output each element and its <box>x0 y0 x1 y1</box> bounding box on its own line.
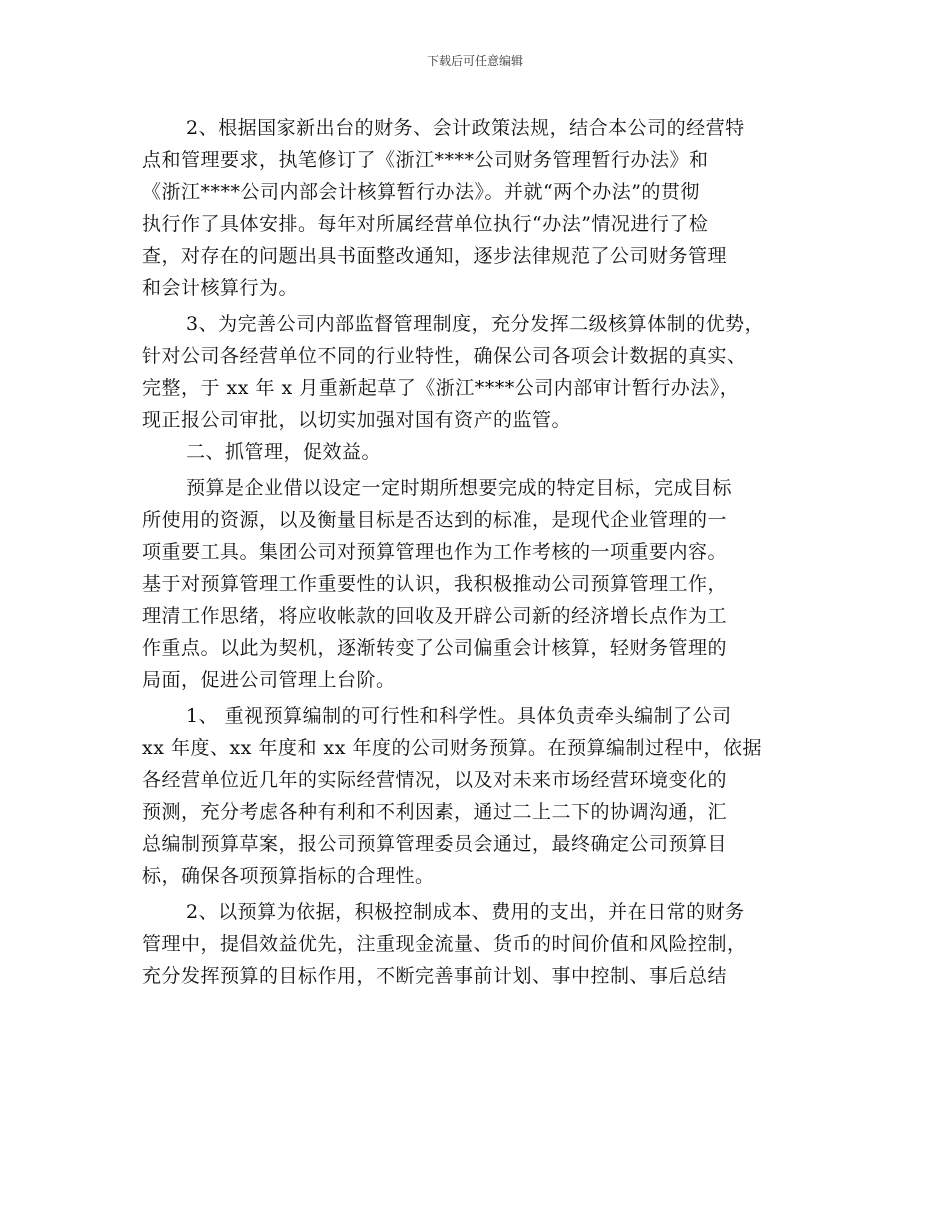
text-line: xx 年度、xx 年度和 xx 年度的公司财务预算。在预算编制过程中，依据 <box>142 737 762 759</box>
text-line: 作重点。以此为契机，逐渐转变了公司偏重会计核算，轻财务管理的 <box>142 637 728 659</box>
text-line: 所使用的资源，以及衡量目标是否达到的标准，是现代企业管理的一 <box>142 509 728 531</box>
paragraph-budget-preparation <box>142 700 814 892</box>
text-line: 局面，促进公司管理上台阶。 <box>142 669 396 691</box>
text-line: 执行作了具体安排。每年对所属经营单位执行“办法”情况进行了检 <box>142 213 709 235</box>
text-line: 《浙江****公司内部会计核算暂行办法》。并就“两个办法”的贯彻 <box>142 181 700 203</box>
document-body <box>142 112 814 992</box>
text-line: 项重要工具。集团公司对预算管理也作为工作考核的一项重要内容。 <box>142 541 728 563</box>
text-line: 现正报公司审批，以切实加强对国有资产的监管。 <box>142 409 572 431</box>
text-line: 2、根据国家新出台的财务、会计政策法规，结合本公司的经营特 <box>186 117 745 139</box>
text-line: 管理中，提倡效益优先，注重现金流量、货币的时间价值和风险控制， <box>142 933 747 955</box>
text-line: 预测，充分考虑各种有利和不利因素，通过二上二下的协调沟通，汇 <box>142 801 728 823</box>
text-line: 1、 重视预算编制的可行性和科学性。具体负责牵头编制了公司 <box>186 705 732 727</box>
section-heading <box>142 436 814 468</box>
text-line: 2、以预算为依据，积极控制成本、费用的支出，并在日常的财务 <box>186 901 745 923</box>
text-line: 二、抓管理，促效益。 <box>186 441 382 463</box>
text-line: 3、为完善公司内部监督管理制度，充分发挥二级核算体制的优势， <box>186 313 765 335</box>
paragraph-finance-regulations <box>142 112 814 304</box>
text-line: 点和管理要求，执笔修订了《浙江****公司财务管理暂行办法》和 <box>142 149 709 171</box>
text-line: 查，对存在的问题出具书面整改通知，逐步法律规范了公司财务管理 <box>142 245 728 267</box>
paragraph-budget-intro <box>142 472 814 696</box>
text-line: 标，确保各项预算指标的合理性。 <box>142 865 435 887</box>
text-line: 基于对预算管理工作重要性的认识，我积极推动公司预算管理工作， <box>142 573 728 595</box>
text-line: 理清工作思绪，将应收帐款的回收及开辟公司新的经济增长点作为工 <box>142 605 728 627</box>
text-line: 总编制预算草案，报公司预算管理委员会通过，最终确定公司预算目 <box>142 833 728 855</box>
text-line: 完整，于 xx 年 x 月重新起草了《浙江****公司内部审计暂行办法》， <box>142 377 740 399</box>
text-line: 充分发挥预算的目标作用，不断完善事前计划、事中控制、事后总结 <box>142 965 728 987</box>
paragraph-internal-audit <box>142 308 814 436</box>
header-note: 下载后可任意编辑 <box>426 54 523 68</box>
text-line: 针对公司各经营单位不同的行业特性，确保公司各项会计数据的真实、 <box>142 345 747 367</box>
paragraph-cost-control <box>142 896 814 992</box>
text-line: 各经营单位近几年的实际经营情况，以及对未来市场经营环境变化的 <box>142 769 728 791</box>
text-line: 预算是企业借以设定一定时期所想要完成的特定目标，完成目标 <box>186 477 733 499</box>
text-line: 和会计核算行为。 <box>142 277 299 299</box>
